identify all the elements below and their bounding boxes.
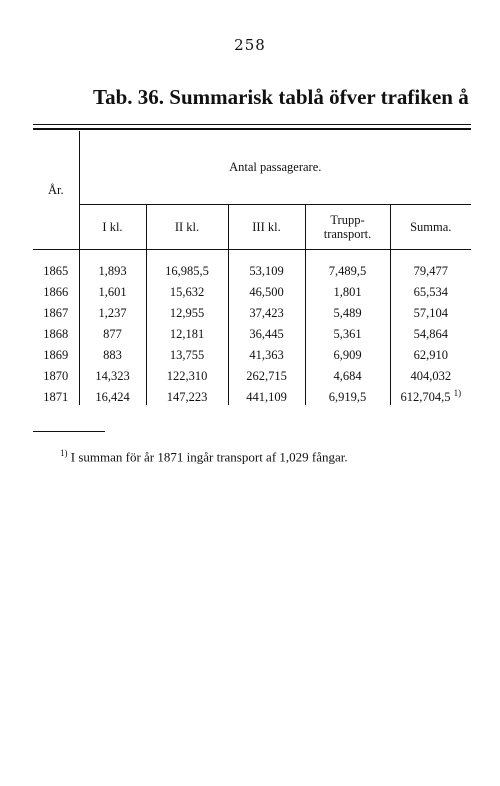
col-header-third-class: III kl.: [228, 205, 305, 250]
cell-year: 1868: [43, 327, 69, 341]
cell-sum-value: 612,704,5: [400, 390, 451, 404]
table-row: [33, 384, 471, 405]
cell-year: 1870: [43, 369, 69, 383]
cell-year: 1871: [43, 390, 69, 404]
table-row: [33, 279, 471, 300]
cell-first-class: 1,601: [79, 279, 146, 300]
cell-third-class: 37,423: [228, 300, 305, 321]
cell-second-class: 122,310: [146, 363, 228, 384]
cell-year: 1866: [43, 285, 69, 299]
col-header-troop-transport: [305, 205, 390, 250]
cell-third-class: 53,109: [228, 250, 305, 279]
footnote: [60, 448, 348, 465]
footnote-marker: 1): [60, 448, 68, 458]
cell-third-class: 36,445: [228, 321, 305, 342]
cell-first-class: 16,424: [79, 384, 146, 405]
year-header: År.: [47, 182, 64, 197]
cell-second-class: 15,632: [146, 279, 228, 300]
passenger-table: [33, 131, 471, 405]
cell-first-class: 14,323: [79, 363, 146, 384]
cell-first-class: 883: [79, 342, 146, 363]
cell-third-class: 46,500: [228, 279, 305, 300]
table-row: [33, 321, 471, 342]
passenger-group-header: Antal passagerare.: [79, 131, 471, 205]
footnote-text: I summan för år 1871 ingår transport af 1,029 fångar.: [70, 449, 348, 465]
cell-first-class: 1,237: [79, 300, 146, 321]
cell-third-class: 262,715: [228, 363, 305, 384]
cell-troop-transport: 1,801: [305, 279, 390, 300]
cell-second-class: 13,755: [146, 342, 228, 363]
cell-first-class: 877: [79, 321, 146, 342]
table-row: [33, 250, 471, 279]
cell-first-class: 1,893: [79, 250, 146, 279]
table-row: [33, 300, 471, 321]
cell-third-class: 441,109: [228, 384, 305, 405]
cell-sum: 54,864: [390, 321, 471, 342]
top-rule-thick: [33, 128, 471, 130]
cell-second-class: 16,985,5: [146, 250, 228, 279]
table-row: [33, 342, 471, 363]
cell-troop-transport: 5,489: [305, 300, 390, 321]
cell-second-class: 147,223: [146, 384, 228, 405]
cell-troop-transport: 4,684: [305, 363, 390, 384]
cell-troop-transport: 7,489,5: [305, 250, 390, 279]
cell-sum: 57,104: [390, 300, 471, 321]
cell-sum: 79,477: [390, 250, 471, 279]
cell-sum: [390, 384, 471, 405]
cell-second-class: 12,181: [146, 321, 228, 342]
cell-troop-transport: 5,361: [305, 321, 390, 342]
table-row: [33, 363, 471, 384]
col-header-troop-line1: Trupp-: [330, 213, 365, 227]
cell-sum: 65,534: [390, 279, 471, 300]
cell-second-class: 12,955: [146, 300, 228, 321]
cell-troop-transport: 6,909: [305, 342, 390, 363]
cell-third-class: 41,363: [228, 342, 305, 363]
footnote-rule: [33, 431, 105, 432]
cell-troop-transport: 6,919,5: [305, 384, 390, 405]
col-header-first-class: I kl.: [79, 205, 146, 250]
cell-year: 1869: [43, 348, 69, 362]
page-number: 258: [234, 36, 266, 54]
cell-year: 1867: [43, 306, 69, 320]
col-header-sum: Summa.: [390, 205, 471, 250]
cell-sum: 404,032: [390, 363, 471, 384]
cell-sum: 62,910: [390, 342, 471, 363]
footnote-ref: 1): [453, 387, 462, 398]
top-rule: [33, 124, 471, 125]
cell-year: 1865: [43, 264, 69, 278]
col-header-troop-line2: transport.: [323, 227, 372, 241]
table-title: Tab. 36. Summarisk tablå öfver trafiken å: [93, 85, 469, 109]
col-header-second-class: II kl.: [146, 205, 228, 250]
